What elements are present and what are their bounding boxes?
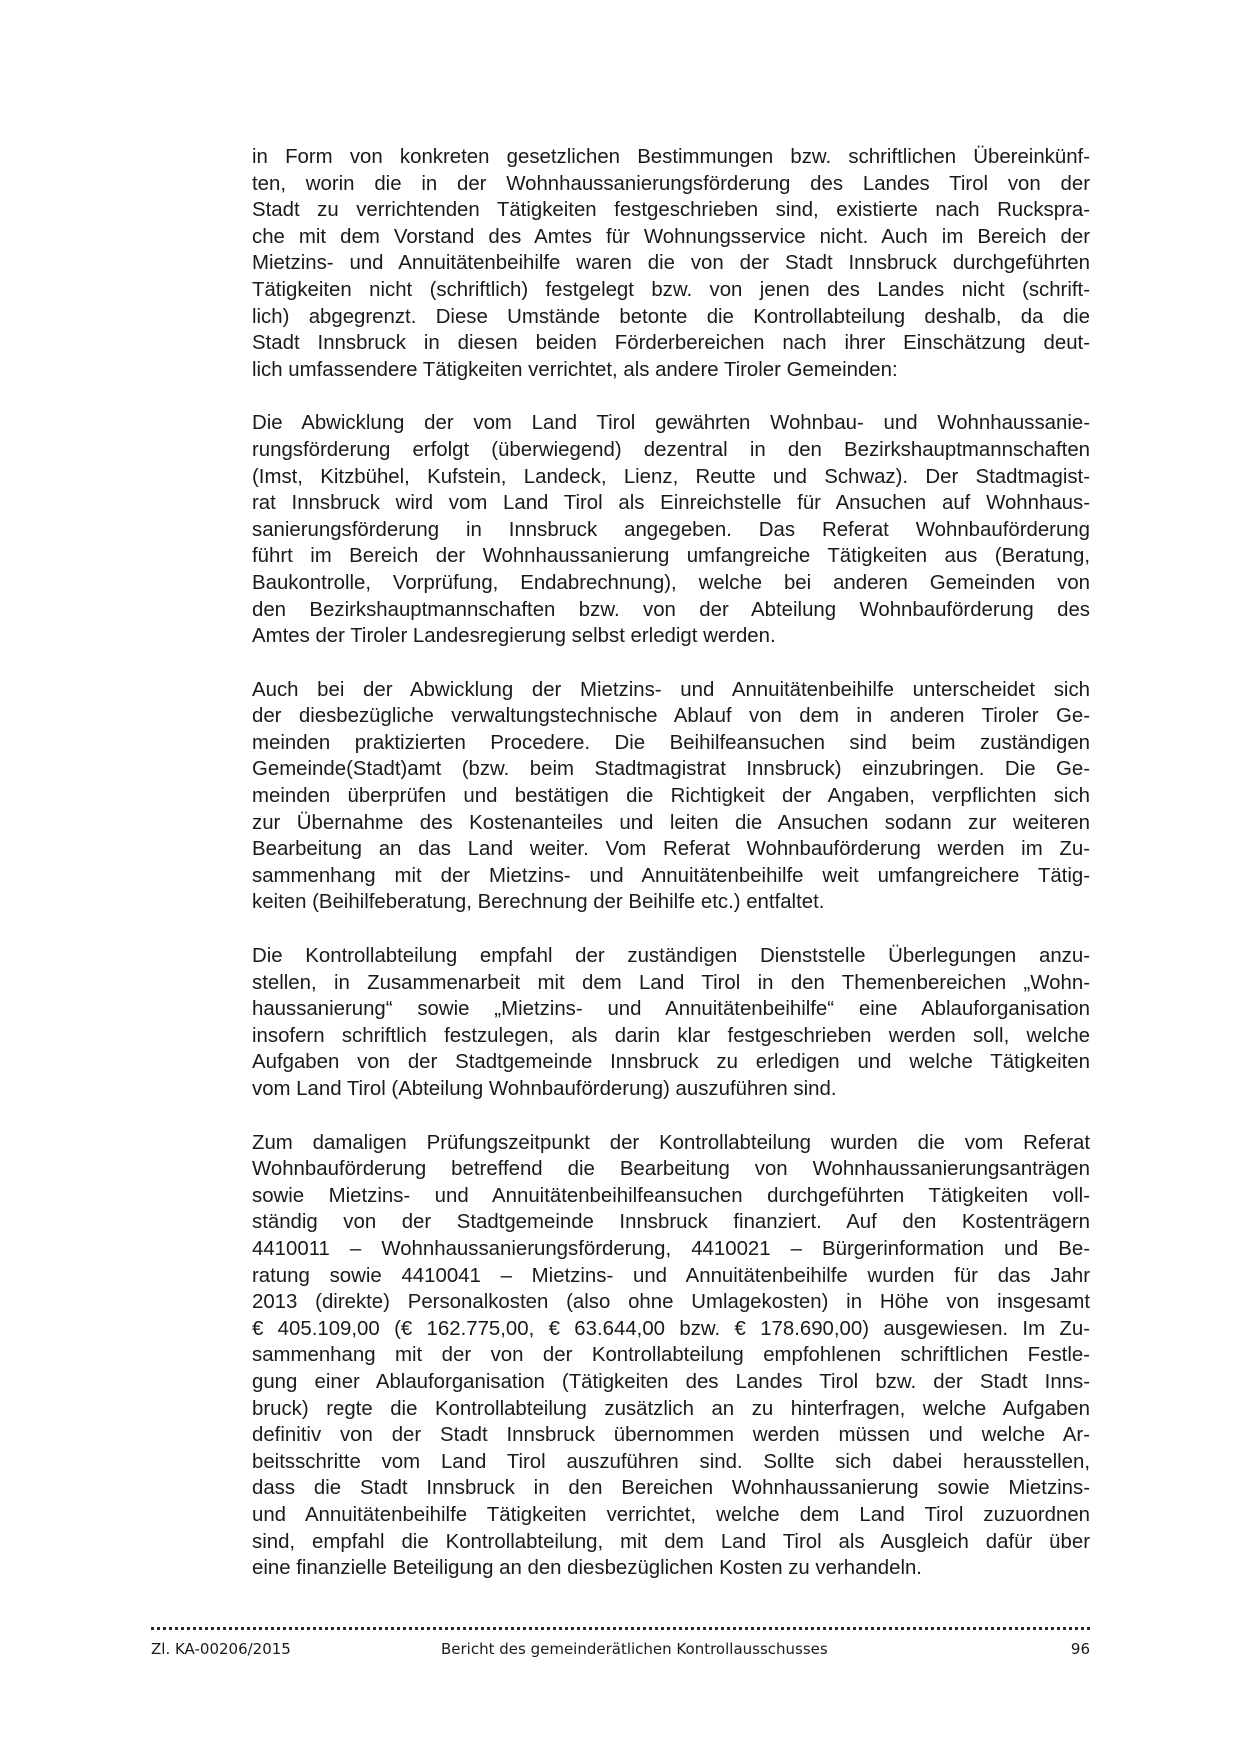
page-footer [151,1640,1090,1666]
text-line: sammenhang mit der von der Kontrollabteilung empfohlenen schriftlichen Festle- [252,1344,1090,1367]
text-line: Auch bei der Abwicklung der Mietzins- und Annuitätenbeihilfe unterscheidet sich [252,678,1090,701]
text-line: ständig von der Stadtgemeinde Innsbruck finanziert. Auf den Kostenträgern [252,1211,1090,1234]
text-line: Stadt zu verrichtenden Tätigkeiten festgeschrieben sind, existierte nach Ruckspra- [252,199,1090,222]
text-line: insofern schriftlich festzulegen, als darin klar festgeschrieben werden soll, welche [252,1024,1090,1047]
text-line: Stadt Innsbruck in diesen beiden Förderbereichen nach ihrer Einschätzung deut- [252,332,1090,355]
page-number: 96 [1070,1640,1090,1658]
text-line: ratung sowie 4410041 – Mietzins- und Annuitätenbeihilfe wurden für das Jahr [252,1264,1090,1287]
text-line: Mietzins- und Annuitätenbeihilfe waren die von der Stadt Innsbruck durchgeführten [252,252,1090,275]
paragraph-3 [252,677,1090,916]
text-line: € 405.109,00 (€ 162.775,00, € 63.644,00 bzw. € 178.690,00) ausgewiesen. Im Zu- [252,1317,1090,1340]
text-line: (Imst, Kitzbühel, Kufstein, Landeck, Lienz, Reutte und Schwaz). Der Stadtmagist- [252,465,1090,488]
text-line: Die Kontrollabteilung empfahl der zuständigen Dienststelle Überlegungen anzu- [252,945,1090,968]
text-line: Gemeinde(Stadt)amt (bzw. beim Stadtmagistrat Innsbruck) einzubringen. Die Ge- [252,758,1090,781]
text-line: Die Abwicklung der vom Land Tirol gewährten Wohnbau- und Wohnhaussanie- [252,412,1090,435]
text-line: sanierungsförderung in Innsbruck angegeben. Das Referat Wohnbauförderung [252,518,1090,541]
text-line: haussanierung“ sowie „Mietzins- und Annuitätenbeihilfe“ eine Ablauforganisation [252,998,1090,1021]
text-line: che mit dem Vorstand des Amtes für Wohnungsservice nicht. Auch im Bereich der [252,225,1090,248]
text-line: definitiv von der Stadt Innsbruck übernommen werden müssen und welche Ar- [252,1424,1090,1447]
text-line: 2013 (direkte) Personalkosten (also ohne Umlagekosten) in Höhe von insgesamt [252,1291,1090,1314]
text-line: meinden praktizierten Procedere. Die Beihilfeansuchen sind beim zuständigen [252,731,1090,754]
text-line: rungsförderung erfolgt (überwiegend) dezentral in den Bezirkshauptmannschaften [252,438,1090,461]
text-line: beitsschritte vom Land Tirol auszuführen sind. Sollte sich dabei herausstellen, [252,1450,1090,1473]
report-title: Bericht des gemeinderätlichen Kontrollausschusses [441,1640,828,1658]
text-line: lich) abgegrenzt. Diese Umstände betonte die Kontrollabteilung deshalb, da die [252,305,1090,328]
text-line: ten, worin die in der Wohnhaussanierungsförderung des Landes Tirol von der [252,172,1090,195]
text-line: stellen, in Zusammenarbeit mit dem Land Tirol in den Themenbereichen „Wohn- [252,971,1090,994]
text-line: Tätigkeiten nicht (schriftlich) festgelegt bzw. von jenen des Landes nicht (schrift- [252,278,1090,301]
text-line: keiten (Beihilfeberatung, Berechnung der Beihilfe etc.) entfaltet. [252,891,825,914]
text-line: Zum damaligen Prüfungszeitpunkt der Kontrollabteilung wurden die vom Referat [252,1131,1090,1154]
text-line: rat Innsbruck wird vom Land Tirol als Einreichstelle für Ansuchen auf Wohnhaus- [252,492,1090,515]
text-line: sowie Mietzins- und Annuitätenbeihilfeansuchen durchgeführten Tätigkeiten voll- [252,1184,1090,1207]
text-line: der diesbezügliche verwaltungstechnische Ablauf von dem in anderen Tiroler Ge- [252,705,1090,728]
text-line: Wohnbauförderung betreffend die Bearbeitung von Wohnhaussanierungsanträgen [252,1158,1090,1181]
text-line: 4410011 – Wohnhaussanierungsförderung, 4410021 – Bürgerinformation und Be- [252,1237,1090,1260]
paragraph-4 [252,943,1090,1103]
text-line: eine finanzielle Beteiligung an den diesbezüglichen Kosten zu verhandeln. [252,1557,922,1580]
text-line: Aufgaben von der Stadtgemeinde Innsbruck zu erledigen und welche Tätigkeiten [252,1051,1090,1074]
text-line: gung einer Ablauforganisation (Tätigkeiten des Landes Tirol bzw. der Stadt Inns- [252,1370,1090,1393]
text-line: lich umfassendere Tätigkeiten verrichtet, als andere Tiroler Gemeinden: [252,358,898,381]
text-line: vom Land Tirol (Abteilung Wohnbauförderung) auszuführen sind. [252,1078,837,1100]
text-line: zur Übernahme des Kostenanteiles und leiten die Ansuchen sodann zur weiteren [252,811,1090,834]
paragraph-2 [252,410,1090,649]
text-line: sammenhang mit der Mietzins- und Annuitätenbeihilfe weit umfangreichere Tätig- [252,864,1090,887]
text-line: meinden überprüfen und bestätigen die Richtigkeit der Angaben, verpflichten sich [252,785,1090,808]
footer-divider [151,1627,1090,1630]
body-text [252,144,1090,1609]
text-line: sind, empfahl die Kontrollabteilung, mit dem Land Tirol als Ausgleich dafür über [252,1530,1090,1553]
text-line: bruck) regte die Kontrollabteilung zusätzlich an zu hinterfragen, welche Aufgaben [252,1397,1090,1420]
text-line: und Annuitätenbeihilfe Tätigkeiten verrichtet, welche dem Land Tirol zuzuordnen [252,1503,1090,1526]
text-line: dass die Stadt Innsbruck in den Bereichen Wohnhaussanierung sowie Mietzins- [252,1477,1090,1500]
paragraph-1 [252,144,1090,383]
paragraph-5 [252,1130,1090,1582]
text-line: den Bezirkshauptmannschaften bzw. von der Abteilung Wohnbauförderung des [252,598,1090,621]
text-line: Amtes der Tiroler Landesregierung selbst erledigt werden. [252,625,776,648]
text-line: Baukontrolle, Vorprüfung, Endabrechnung), welche bei anderen Gemeinden von [252,571,1090,594]
text-line: führt im Bereich der Wohnhaussanierung umfangreiche Tätigkeiten aus (Beratung, [252,545,1090,568]
document-reference: Zl. KA-00206/2015 [151,1640,291,1658]
text-line: Bearbeitung an das Land weiter. Vom Referat Wohnbauförderung werden im Zu- [252,838,1090,861]
text-line: in Form von konkreten gesetzlichen Bestimmungen bzw. schriftlichen Übereinkünf- [252,146,1090,168]
